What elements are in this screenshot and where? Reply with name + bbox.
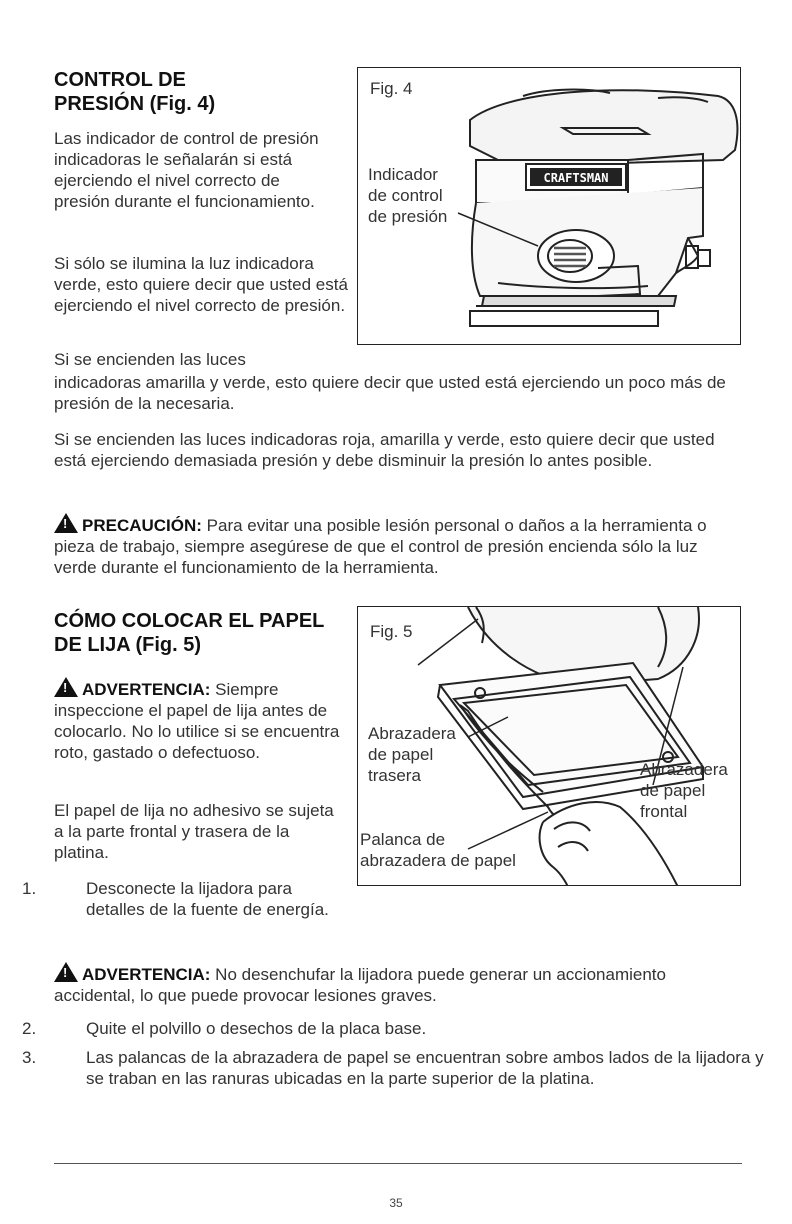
step-number: 1. — [22, 879, 37, 898]
pressure-indicator-callout: Indicador de control de presión — [368, 165, 448, 226]
clamp-lever-callout: Palanca de abrazadera de papel — [360, 830, 516, 870]
warning-triangle-icon — [54, 962, 78, 982]
warning-triangle-icon — [54, 513, 78, 533]
figure-4-label: Fig. 4 — [370, 79, 413, 98]
caution-text: Para evitar una posible lesión personal o daños a la herramienta o pieza de trabajo, siempre asegúrese de que el control de presión encienda sólo la luz verde durante el funcionamiento de la herramienta. — [54, 516, 707, 577]
warning-triangle-icon — [54, 677, 78, 697]
step-2: 2. Quite el polvillo o desechos de la placa base. — [22, 1019, 427, 1038]
warning-text: Siempre inspeccione el papel de lija antes de colocarlo. No lo utilice si se encuentra roto, gastado o defectuoso. — [54, 680, 340, 762]
paragraph-green-light: Si sólo se ilumina la luz indicadora verde, esto quiere decir que usted está ejerciendo el nivel correcto de presión. — [54, 254, 348, 315]
paragraph-nonadhesive: El papel de lija no adhesivo se sujeta a la parte frontal y trasera de la platina. — [54, 801, 334, 862]
brand-logo: CRAFTSMAN — [543, 171, 609, 185]
front-clamp-callout: Abrazadera de papel frontal — [640, 760, 728, 821]
section-title-sandpaper: CÓMO COLOCAR EL PAPEL DE LIJA (Fig. 5) — [54, 610, 325, 656]
sander-side-illustration — [358, 68, 741, 345]
footer-rule — [54, 1163, 742, 1164]
paragraph-all-lights: Si se encienden las luces indicadoras roja, amarilla y verde, esto quiere decir que usted está ejerciendo demasiada presión y debe disminuir la presión lo antes posible. — [54, 430, 715, 470]
step-number: 3. — [22, 1048, 37, 1067]
warning-label: ADVERTENCIA: — [82, 680, 211, 699]
paragraph-amber-green-start: Si se encienden las luces — [54, 350, 246, 369]
paragraph-amber-green: indicadoras amarilla y verde, esto quiere decir que usted está ejerciendo un poco más de presión de la necesaria. — [54, 373, 726, 413]
warning-label: ADVERTENCIA: — [82, 965, 211, 984]
warning-inspect-paragraph — [54, 677, 342, 763]
step-1: 1. Desconecte la lijadora para detalles de la fuente de energía. — [22, 879, 329, 919]
figure-4 — [357, 67, 741, 345]
page-number: 35 — [389, 1196, 403, 1210]
step-number: 2. — [22, 1019, 37, 1038]
caution-label: PRECAUCIÓN: — [82, 516, 202, 535]
section-title-pressure-control: CONTROL DE PRESIÓN (Fig. 4) — [54, 69, 216, 115]
caution-paragraph — [54, 513, 744, 578]
warning-text: No desenchufar la lijadora puede generar un accionamiento accidental, lo que puede provocar lesiones graves. — [54, 965, 666, 1005]
warning-unplug-paragraph — [54, 962, 744, 1006]
paragraph-pressure-intro: Las indicador de control de presión indicadoras le señalarán si está ejerciendo el nivel correcto de presión durante el funcionamiento. — [54, 129, 319, 211]
rear-clamp-callout: Abrazadera de papel trasera — [368, 724, 456, 785]
figure-5 — [357, 606, 741, 886]
step-3: 3. Las palancas de la abrazadera de papel se encuentran sobre ambos lados de la lijadora y se traban en las ranuras ubicadas en la parte superior de la platina. — [22, 1048, 764, 1088]
figure-5-label: Fig. 5 — [370, 622, 413, 641]
